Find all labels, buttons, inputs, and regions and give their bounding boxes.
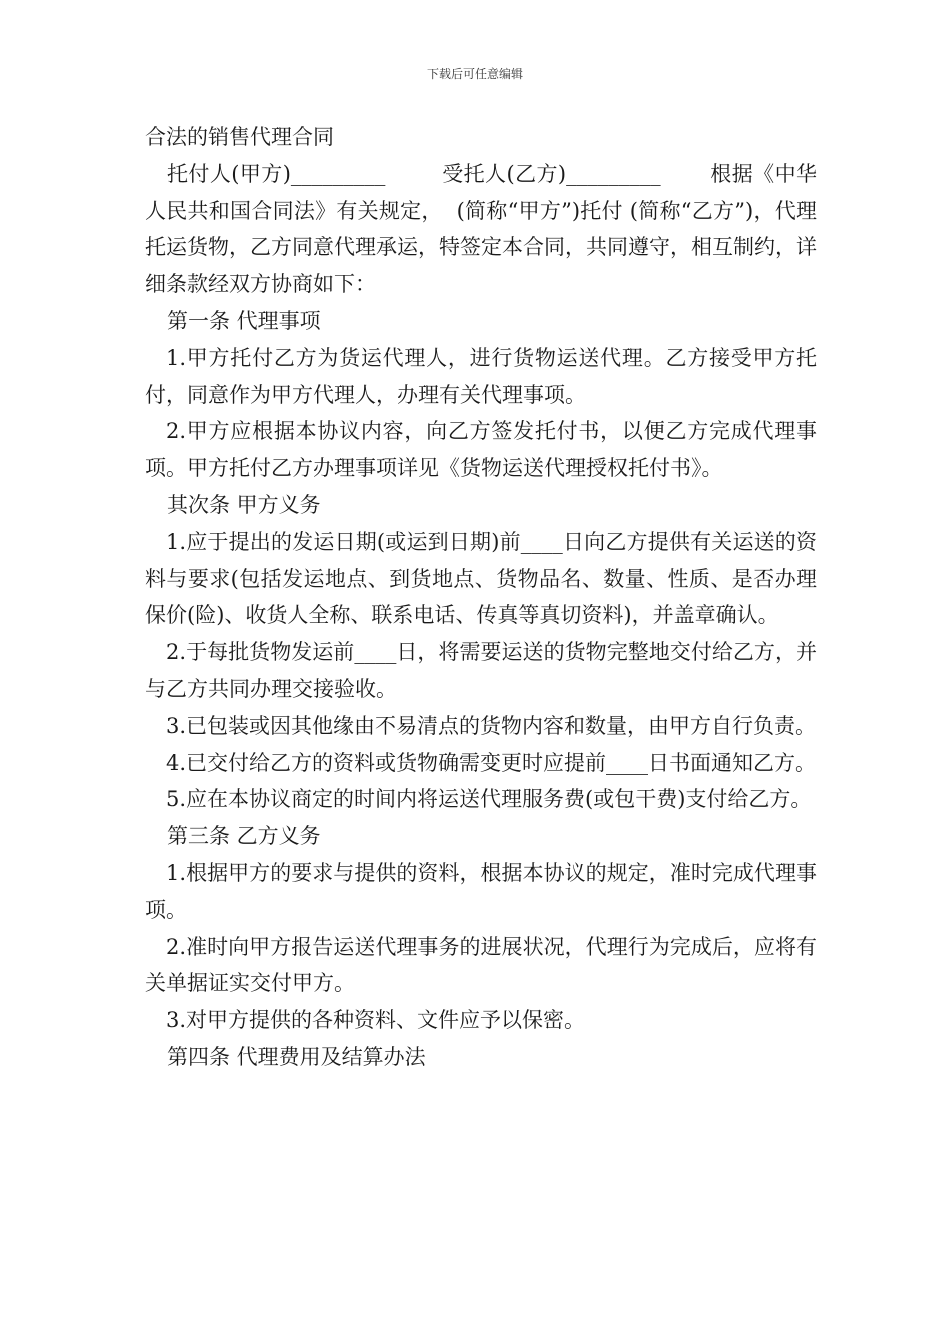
clause-paragraph: 2.甲方应根据本协议内容，向乙方签发托付书，以便乙方完成代理事项。甲方托付乙方办理事项详见《货物运送代理授权托付书》。 bbox=[145, 419, 817, 481]
clause-paragraph: 1.应于提出的发运日期(或运到日期)前____日向乙方提供有关运送的资料与要求(包括发运地点、到货地点、货物品名、数量、性质、是否办理保价(险)、收货人全称、联系电话、传真等真切资料)，并盖章确认。 bbox=[145, 529, 817, 628]
document-body bbox=[145, 119, 817, 1076]
clause-paragraph: 1.根据甲方的要求与提供的资料，根据本协议的规定，准时完成代理事项。 bbox=[145, 860, 817, 922]
parties-paragraph: 托付人(甲方)_________ 受托人(乙方)_________ 根据《中华人民共和国合同法》有关规定， (简称“甲方”)托付 (简称“乙方”)，代理托运货物，乙方同意代理承运，特签定本合同，共同遵守，相互制约，详细条款经双方协商如下： bbox=[145, 161, 817, 297]
page-header: 下载后可任意编辑 bbox=[426, 67, 523, 81]
clause-paragraph: 2.于每批货物发运前____日，将需要运送的货物完整地交付给乙方，并与乙方共同办理交接验收。 bbox=[145, 640, 817, 701]
clause-paragraph: 3.已包装或因其他缘由不易清点的货物内容和数量，由甲方自行负责。 bbox=[166, 713, 817, 738]
clause-paragraph: 3.对甲方提供的各种资料、文件应予以保密。 bbox=[166, 1008, 586, 1033]
section-heading: 第三条 乙方义务 bbox=[167, 824, 321, 849]
clause-paragraph: 4.已交付给乙方的资料或货物确需变更时应提前____日书面通知乙方。 bbox=[166, 750, 817, 775]
clause-paragraph: 1.甲方托付乙方为货运代理人，进行货物运送代理。乙方接受甲方托付，同意作为甲方代理人，办理有关代理事项。 bbox=[145, 345, 817, 407]
clause-paragraph: 2.准时向甲方报告运送代理事务的进展状况，代理行为完成后，应将有关单据证实交付甲方。 bbox=[145, 934, 817, 996]
document-title: 合法的销售代理合同 bbox=[145, 125, 334, 149]
section-heading: 其次条 甲方义务 bbox=[167, 492, 321, 517]
clause-paragraph: 5.应在本协议商定的时间内将运送代理服务费(或包干费)支付给乙方。 bbox=[166, 787, 812, 812]
section-heading: 第一条 代理事项 bbox=[167, 308, 321, 333]
section-heading: 第四条 代理费用及结算办法 bbox=[167, 1044, 426, 1069]
